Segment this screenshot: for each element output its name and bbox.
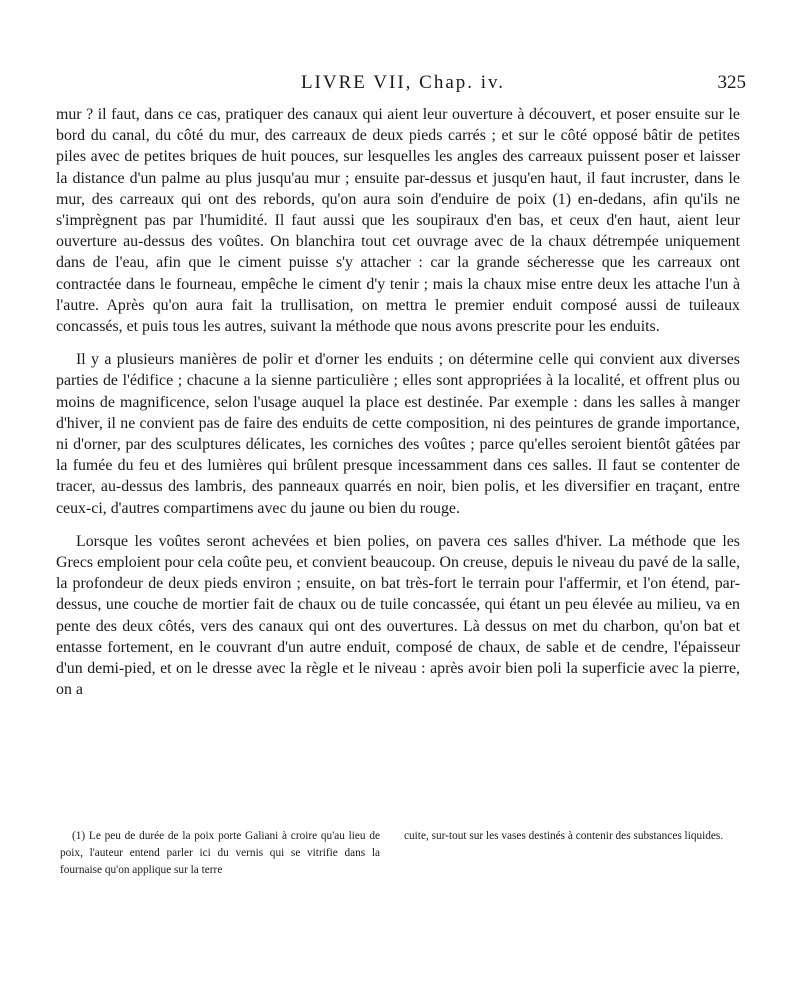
footnote-text-left: (1) Le peu de durée de la poix porte Galiani à croire qu'au lieu de poix, l'auteur entend parler ici du vernis qui se vitrifie dans la fournaise qu'on applique sur la terre xyxy=(60,830,380,876)
footnote-text-right: cuite, sur-tout sur les vases destinés à contenir des substances liquides. xyxy=(404,830,724,842)
footnote-column-right xyxy=(404,828,724,879)
paragraph-3: Lorsque les voûtes seront achevées et bien polies, on pavera ces salles d'hiver. La méthode que les Grecs emploient pour cela coûte peu, et convient beaucoup. On creuse, depuis le niveau du pavé de la salle, la profondeur de deux pieds environ ; ensuite, on bat très-fort le terrain pour l'affermir, et l'on étend, par-dessus, une couche de mortier fait de chaux ou de tuile concassée, qui étant un peu élevée au milieu, va en pente des deux côtés, vers des canaux qui ont des ouvertures. Là dessus on met du charbon, qu'on bat et entasse fortement, en le couvrant d'un autre enduit, composé de chaux, de sable et de cendre, l'épaisseur d'un demi-pied, et on le dresse avec la règle et le niveau : après avoir bien poli la superficie avec la pierre, on a xyxy=(56,532,740,699)
paragraph-2: Il y a plusieurs manières de polir et d'orner les enduits ; on détermine celle qui convient aux diverses parties de l'édifice ; chacune a la sienne particulière ; elles sont appropriées à la localité, et offrent plus ou moins de magnificence, selon l'usage auquel la place est destinée. Par exemple : dans les salles à manger d'hiver, il ne convient pas de faire des enduits de cette composition, ni des peintures de grande importance, ni d'orner, par des sculptures délicates, les corniches des voûtes ; parce qu'elles seroient bientôt gâtées par la fumée du feu et des lumières qui brûlent presque incessamment dans ces salles. Il faut se contenter de tracer, au-dessus des lambris, des panneaux quarrés en noir, bien polis, et les diversifier en traçant, entre ceux-ci, d'autres compartimens avec du jaune ou bien du rouge. xyxy=(56,351,740,517)
page-header xyxy=(60,72,746,100)
footnote-column-left xyxy=(60,828,380,879)
footnotes xyxy=(60,828,724,879)
paragraph-1: mur ? il faut, dans ce cas, pratiquer des canaux qui aient leur ouverture à découvert, et poser ensuite sur le bord du canal, du côté du mur, des carreaux de deux pieds carrés ; et sur le côté opposé bâtir de petites piles avec de petites briques de huit pouces, sur lesquelles les angles des carreaux puissent poser et laisser la distance d'un palme au plus jusqu'au mur ; ensuite par-dessus et jusqu'en haut, il faut incruster, dans le mur, des carreaux qui ont des rebords, qu'on aura soin d'enduire de poix (1) en-dedans, afin qu'ils ne s'imprègnent pas par l'humidité. Il faut aussi que les soupiraux d'en bas, et ceux d'en haut, aient leur ouverture au-dessus des voûtes. On blanchira tout cet ouvrage avec de la chaux détrempée uniquement dans de l'eau, afin que le ciment puisse s'y attacher : car la grande sécheresse que les carreaux ont contractée dans le fourneau, empêche le ciment d'y tenir ; mais la chaux mise entre deux les attache l'un à l'autre. Après qu'on aura fait la trullisation, on mettra le premier enduit composé aussi de tuileaux concassés, et puis tous les autres, suivant la méthode que nous avons prescrite pour les enduits. xyxy=(56,106,740,336)
running-head: LIVRE VII, Chap. iv. xyxy=(300,72,506,93)
body-text xyxy=(56,104,740,712)
page-number: 325 xyxy=(717,72,746,93)
